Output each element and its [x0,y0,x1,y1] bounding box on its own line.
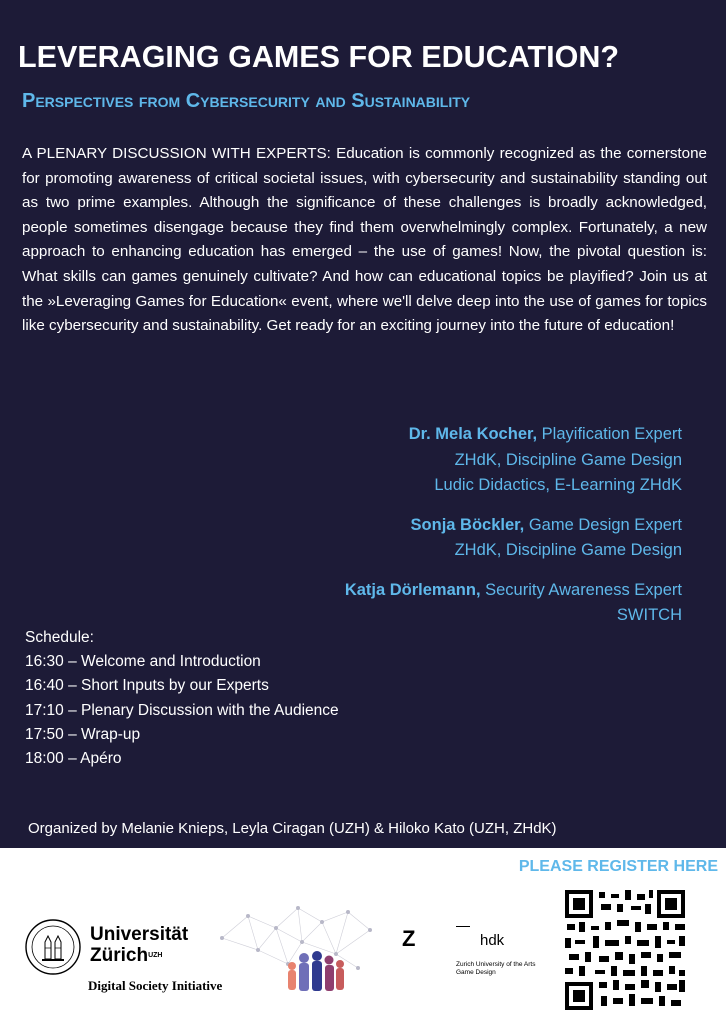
expert-name: Dr. Mela Kocher, [408,425,538,443]
organizers: Organized by Melanie Knieps, Leyla Ciragan (UZH) & Hiloko Kato (UZH, ZHdK) [28,820,557,837]
expert-affiliation: ZHdK, Discipline Game Design [454,450,682,469]
expert-entry [222,513,682,564]
registration-qr-code[interactable] [565,890,685,1010]
expert-role: Game Design Expert [524,515,682,534]
schedule-item: 18:00 – Apéro [25,750,122,768]
poster-title: LEVERAGING GAMES FOR EDUCATION? [18,40,619,74]
hdk-subtitle-line2: Game Design [456,969,496,976]
register-link[interactable]: PLEASE REGISTER HERE [518,858,718,875]
uzh-name-line2: Zürich [90,945,149,966]
expert-affiliation: SWITCH [616,606,682,624]
experts-list [222,422,682,643]
schedule-item: 16:30 – Welcome and Introduction [25,653,261,671]
schedule-item: 17:10 – Plenary Discussion with the Audience [25,701,339,719]
poster-subtitle: Perspectives from Cybersecurity and Sustainability [22,90,471,112]
expert-affiliation: ZHdK, Discipline Game Design [454,541,682,559]
hdk-subtitle-line1: Zurich University of the Arts [456,961,536,968]
hdk-wordmark: hdk [480,932,505,949]
intro-paragraph: A PLENARY DISCUSSION WITH EXPERTS: Education is commonly recognized as the cornerstone for promoting awareness of critical societal issues, with cybersecurity and sustainability standing out as two prime examples. Although the significance of these challenges is broadly acknowledged, people sometimes disengage because they find them overwhelmingly complex. Fortunately, a new approach to enhancing education has emerged – the use of games! Now, the pivotal question is: What skills can games genuinely cultivate? And how can educational topics be playified? Join us at the »Leveraging Games for Education« event, where we'll delve deep into the use of games for topics like cybersecurity and sustainability. Get ready for an exciting journey into the future of education! [22,145,707,335]
expert-entry [222,578,682,629]
uzh-name-line1: Universität [90,924,189,945]
expert-affiliation: Ludic Didactics, E-Learning ZHdK [434,476,682,494]
expert-role: Security Awareness Expert [480,580,682,599]
hdk-dash [456,926,470,927]
dsi-name: Digital Society Initiative [88,978,223,993]
schedule-heading: Schedule: [25,629,94,646]
uzh-seal-icon [24,918,82,976]
schedule [25,626,339,771]
zhdk-z-logo: Z [402,926,416,951]
uzh-abbrev: UZH [148,952,163,959]
hdk-logo [456,918,566,988]
expert-role: Playification Expert [537,425,682,443]
people-network-illustration [218,898,378,996]
expert-name: Sonja Böckler, [410,515,525,534]
schedule-item: 17:50 – Wrap-up [25,725,141,743]
expert-name: Katja Dörlemann, [344,580,481,599]
schedule-item: 16:40 – Short Inputs by our Experts [25,677,269,695]
expert-entry [222,422,682,499]
